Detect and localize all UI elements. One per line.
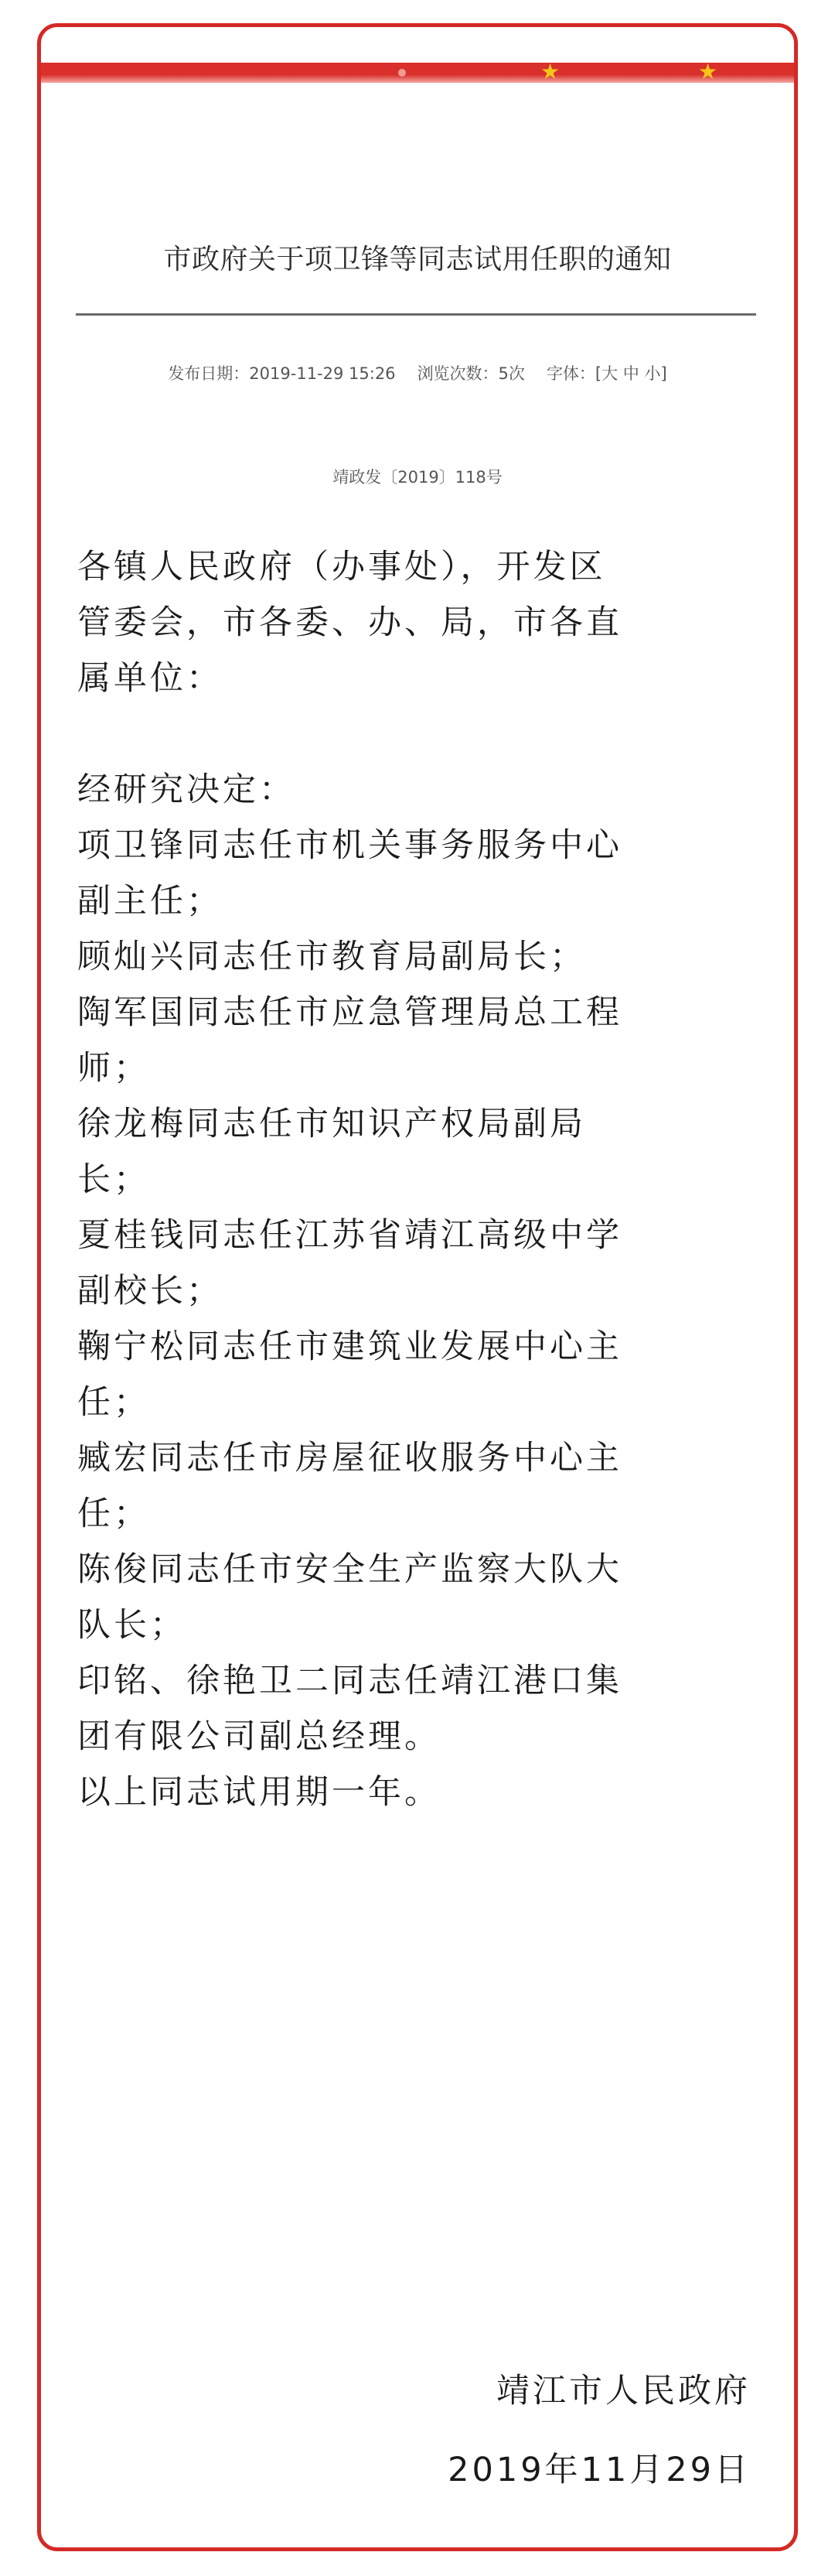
body-line: 经研究决定：: [77, 770, 295, 809]
body-line: 副校长；: [77, 1272, 223, 1310]
body-line: 任；: [77, 1383, 150, 1422]
view-count: 浏览次数：5次: [417, 364, 525, 383]
body-line: 管委会，市各委、办、局，市各直: [77, 603, 622, 642]
document-frame: [37, 23, 798, 2551]
body-line: 属单位：: [77, 659, 223, 698]
signature-org: 靖江市人民政府: [496, 2372, 751, 2410]
body-line: 徐龙梅同志任市知识产权局副局: [77, 1105, 586, 1143]
meta-row: [41, 361, 794, 384]
body-line: 团有限公司副总经理。: [77, 1717, 441, 1756]
body-line: 印铭、徐艳卫二同志任靖江港口集: [77, 1662, 622, 1700]
body-line: 陈俊同志任市安全生产监察大队大: [77, 1550, 622, 1589]
body-line: 鞠宁松同志任市建筑业发展中心主: [77, 1327, 622, 1366]
body-line: 陶军国同志任市应急管理局总工程: [77, 993, 622, 1032]
star-icon: ★: [540, 59, 561, 84]
paragraph-spacer: [77, 706, 773, 762]
star-icon: ★: [698, 59, 718, 84]
font-size-selector[interactable]: 字体：[大 中 小]: [546, 364, 667, 383]
title-divider: [76, 313, 756, 316]
body-line: 长；: [77, 1160, 150, 1199]
body-line: 各镇人民政府（办事处），开发区: [77, 548, 606, 586]
body-line: 队长；: [77, 1606, 186, 1645]
signature-date: 2019年11月29日: [448, 2451, 751, 2489]
body-line: 臧宏同志任市房屋征收服务中心主: [77, 1439, 622, 1478]
body-line: 副主任；: [77, 882, 223, 921]
body-line: 任；: [77, 1495, 150, 1533]
body-line: 师；: [77, 1049, 150, 1088]
body-line: 项卫锋同志任市机关事务服务中心: [77, 826, 622, 865]
publish-date: 发布日期：2019-11-29 15:26: [168, 364, 396, 383]
decorative-red-band: [41, 59, 794, 84]
document-number: 靖政发〔2019〕118号: [332, 468, 503, 487]
body-line: 夏桂钱同志任江苏省靖江高级中学: [77, 1216, 622, 1255]
notice-body: [77, 539, 773, 1820]
page-title: 市政府关于项卫锋等同志试用任职的通知: [163, 244, 672, 275]
band-dot: [398, 69, 406, 77]
body-line: 顾灿兴同志任市教育局副局长；: [77, 938, 586, 976]
body-line: 以上同志试用期一年。: [77, 1773, 441, 1812]
